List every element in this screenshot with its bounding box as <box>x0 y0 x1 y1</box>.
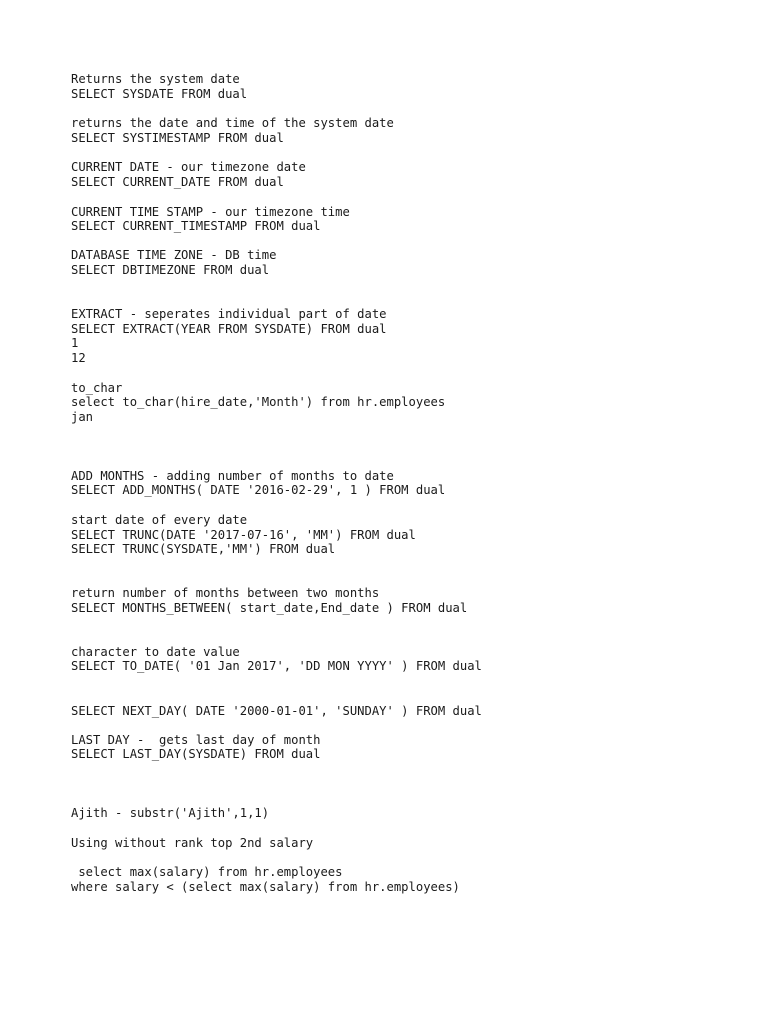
code-line: SELECT NEXT_DAY( DATE '2000-01-01', 'SUNDAY' ) FROM dual <box>71 704 482 718</box>
text-line: ADD MONTHS - adding number of months to date <box>71 469 394 483</box>
code-line: select to_char(hire_date,'Month') from hr.employees <box>71 395 446 409</box>
text-line: DATABASE TIME ZONE - DB time <box>71 248 277 262</box>
text-line: 12 <box>71 351 86 365</box>
text-line: Ajith - substr('Ajith',1,1) <box>71 806 270 820</box>
text-line: 1 <box>71 336 79 350</box>
code-line: SELECT TRUNC(SYSDATE,'MM') FROM dual <box>71 542 336 556</box>
code-line: SELECT CURRENT_TIMESTAMP FROM dual <box>71 219 321 233</box>
code-line: SELECT SYSTIMESTAMP FROM dual <box>71 131 284 145</box>
text-line: CURRENT TIME STAMP - our timezone time <box>71 205 350 219</box>
text-line: LAST DAY - gets last day of month <box>71 733 321 747</box>
code-line: SELECT LAST_DAY(SYSDATE) FROM dual <box>71 747 321 761</box>
code-line: SELECT CURRENT_DATE FROM dual <box>71 175 284 189</box>
text-line: CURRENT DATE - our timezone date <box>71 160 306 174</box>
code-line: where salary < (select max(salary) from hr.employees) <box>71 880 460 894</box>
text-line: to_char <box>71 381 123 395</box>
code-line: SELECT EXTRACT(YEAR FROM SYSDATE) FROM dual <box>71 322 387 336</box>
text-line: return number of months between two months <box>71 586 380 600</box>
code-line: SELECT TO_DATE( '01 Jan 2017', 'DD MON YYYY' ) FROM dual <box>71 659 482 673</box>
code-line: select max(salary) from hr.employees <box>71 865 343 879</box>
text-line: returns the date and time of the system date <box>71 116 394 130</box>
code-line: SELECT SYSDATE FROM dual <box>71 87 248 101</box>
text-line: start date of every date <box>71 513 248 527</box>
code-line: SELECT TRUNC(DATE '2017-07-16', 'MM') FROM dual <box>71 528 416 542</box>
text-line: EXTRACT - seperates individual part of date <box>71 307 387 321</box>
text-line: Returns the system date <box>71 72 240 86</box>
text-line: Using without rank top 2nd salary <box>71 836 314 850</box>
code-line: SELECT MONTHS_BETWEEN( start_date,End_date ) FROM dual <box>71 601 468 615</box>
code-line: SELECT DBTIMEZONE FROM dual <box>71 263 270 277</box>
text-line: jan <box>71 410 94 424</box>
text-line: character to date value <box>71 645 240 659</box>
code-line: SELECT ADD_MONTHS( DATE '2016-02-29', 1 ) FROM dual <box>71 483 446 497</box>
